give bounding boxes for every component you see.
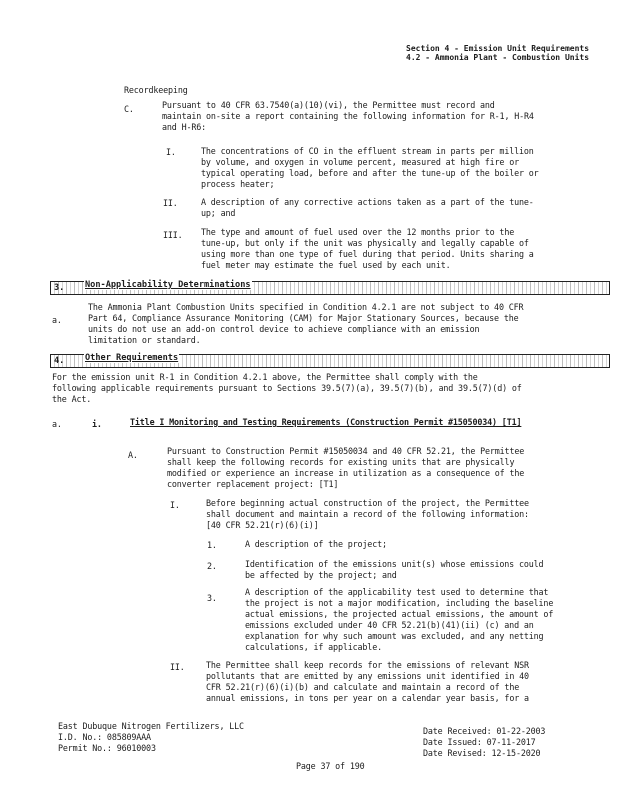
sub-item-1-line-1: A description of the project; (245, 539, 387, 549)
item-II-line-4: annual emissions, in tons per year on a calendar year basis, for a (206, 693, 529, 703)
item-iii-line-4: fuel meter may estimate the fuel used by each unit. (201, 260, 451, 270)
item-iii-line-1: The type and amount of fuel used over the 12 months prior to the (201, 227, 515, 237)
section-3-a-label: a. (52, 315, 62, 325)
footer-date-revised: Date Revised: 12-15-2020 (423, 748, 541, 758)
footer-company: East Dubuque Nitrogen Fertilizers, LLC (58, 721, 244, 731)
item-II-line-2: pollutants that are emitted by any emissions unit identified in 40 (206, 671, 529, 681)
item-iii-label: III. (163, 230, 183, 240)
section-4-intro-line-2: following applicable requirements pursuant to Sections 39.5(7)(a), 39.5(7)(b), and 39.5(7)(d) of (52, 383, 522, 393)
section-3-title: Non-Applicability Determinations (85, 280, 251, 290)
footer-page-number: Page 37 of 190 (296, 761, 365, 771)
item-I-line-2: shall document and maintain a record of the following information: (206, 509, 529, 519)
item-A-line-2: shall keep the following records for existing units that are physically (167, 457, 515, 467)
item-ii-label: II. (163, 198, 178, 208)
section-4-subtitle: Title I Monitoring and Testing Requirements (Construction Permit #15050034) [T1] (130, 417, 522, 427)
sub-item-3-label: 3. (207, 593, 217, 603)
header-section-title: Section 4 - Emission Unit Requirements (406, 44, 590, 53)
sub-item-3-line-3: actual emissions, the projected actual emissions, the amount of (245, 609, 554, 619)
item-i-line-3: typical operating load, before and after the tune-up of the boiler or (201, 168, 539, 178)
section-3-number: 3. (54, 283, 65, 293)
sub-item-3-line-6: calculations, if applicable. (245, 642, 382, 652)
footer-date-received: Date Received: 01-22-2003 (423, 726, 546, 736)
section-4-title: Other Requirements (85, 353, 179, 363)
item-II-line-1: The Permittee shall keep records for the emissions of relevant NSR (206, 660, 529, 670)
sub-item-2-label: 2. (207, 561, 217, 571)
item-I-line-1: Before beginning actual construction of the project, the Permittee (206, 498, 529, 508)
item-I-line-3: [40 CFR 52.21(r)(6)(i)] (206, 520, 319, 530)
section-3-line-2: Part 64, Compliance Assurance Monitoring (CAM) for Major Stationary Sources, because the (88, 313, 519, 323)
section-3-line-1: The Ammonia Plant Combustion Units specified in Condition 4.2.1 are not subject to 40 CFR (88, 302, 524, 312)
section-4-a-label: a. (52, 419, 62, 429)
section-4-intro-line-1: For the emission unit R-1 in Condition 4.2.1 above, the Permittee shall comply with the (52, 372, 478, 382)
item-A-line-1: Pursuant to Construction Permit #15050034 and 40 CFR 52.21, the Permittee (167, 446, 525, 456)
item-A-line-3: modified or experience an increase in utilization as a consequence of the (167, 468, 525, 478)
item-A-label: A. (128, 450, 138, 460)
footer-date-issued: Date Issued: 07-11-2017 (423, 737, 536, 747)
item-c-label: C. (124, 104, 134, 114)
item-ii-line-2: up; and (201, 208, 236, 218)
item-c-line-2: maintain on-site a report containing the following information for R-1, H-R4 (162, 111, 534, 121)
item-c-line-1: Pursuant to 40 CFR 63.7540(a)(10)(vi), the Permittee must record and (162, 100, 495, 110)
item-A-line-4: converter replacement project: [T1] (167, 479, 339, 489)
sub-item-3-line-1: A description of the applicability test used to determine that (245, 587, 549, 597)
sub-item-1-label: 1. (207, 540, 217, 550)
sub-item-3-line-2: the project is not a major modification, including the baseline (245, 598, 554, 608)
sub-item-3-line-4: emissions excluded under 40 CFR 52.21(b)(41)(ii) (c) and an (245, 620, 534, 630)
item-II-line-3: CFR 52.21(r)(6)(i)(b) and calculate and maintain a record of the (206, 682, 520, 692)
item-i-line-4: process heater; (201, 179, 275, 189)
recordkeeping-heading: Recordkeeping (124, 85, 188, 95)
section-4-i-label: i. (92, 419, 102, 429)
sub-item-2-line-1: Identification of the emissions unit(s) whose emissions could (245, 559, 544, 569)
item-i-line-1: The concentrations of CO in the effluent stream in parts per million (201, 146, 534, 156)
section-4-intro-line-3: the Act. (52, 394, 92, 404)
item-c-line-3: and H-R6: (162, 122, 207, 132)
section-3-line-3: units do not use an add-on control device to achieve compliance with an emission (88, 324, 480, 334)
item-I-label: I. (170, 500, 180, 510)
item-i-label: I. (166, 147, 176, 157)
footer-id-number: I.D. No.: 085809AAA (58, 732, 151, 742)
item-II-label: II. (170, 662, 185, 672)
footer-permit-number: Permit No.: 96010003 (58, 743, 156, 753)
section-4-number: 4. (54, 356, 65, 366)
item-iii-line-2: tune-up, but only if the unit was physically and legally capable of (201, 238, 529, 248)
header-subsection-title: 4.2 - Ammonia Plant - Combustion Units (406, 53, 590, 62)
item-ii-line-1: A description of any corrective actions taken as a part of the tune- (201, 197, 534, 207)
item-i-line-2: by volume, and oxygen in volume percent, measured at high fire or (201, 157, 519, 167)
item-iii-line-3: using more than one type of fuel during that period. Units sharing a (201, 249, 534, 259)
sub-item-3-line-5: explanation for why such amount was excluded, and any netting (245, 631, 544, 641)
sub-item-2-line-2: be affected by the project; and (245, 570, 397, 580)
section-3-line-4: limitation or standard. (88, 335, 201, 345)
